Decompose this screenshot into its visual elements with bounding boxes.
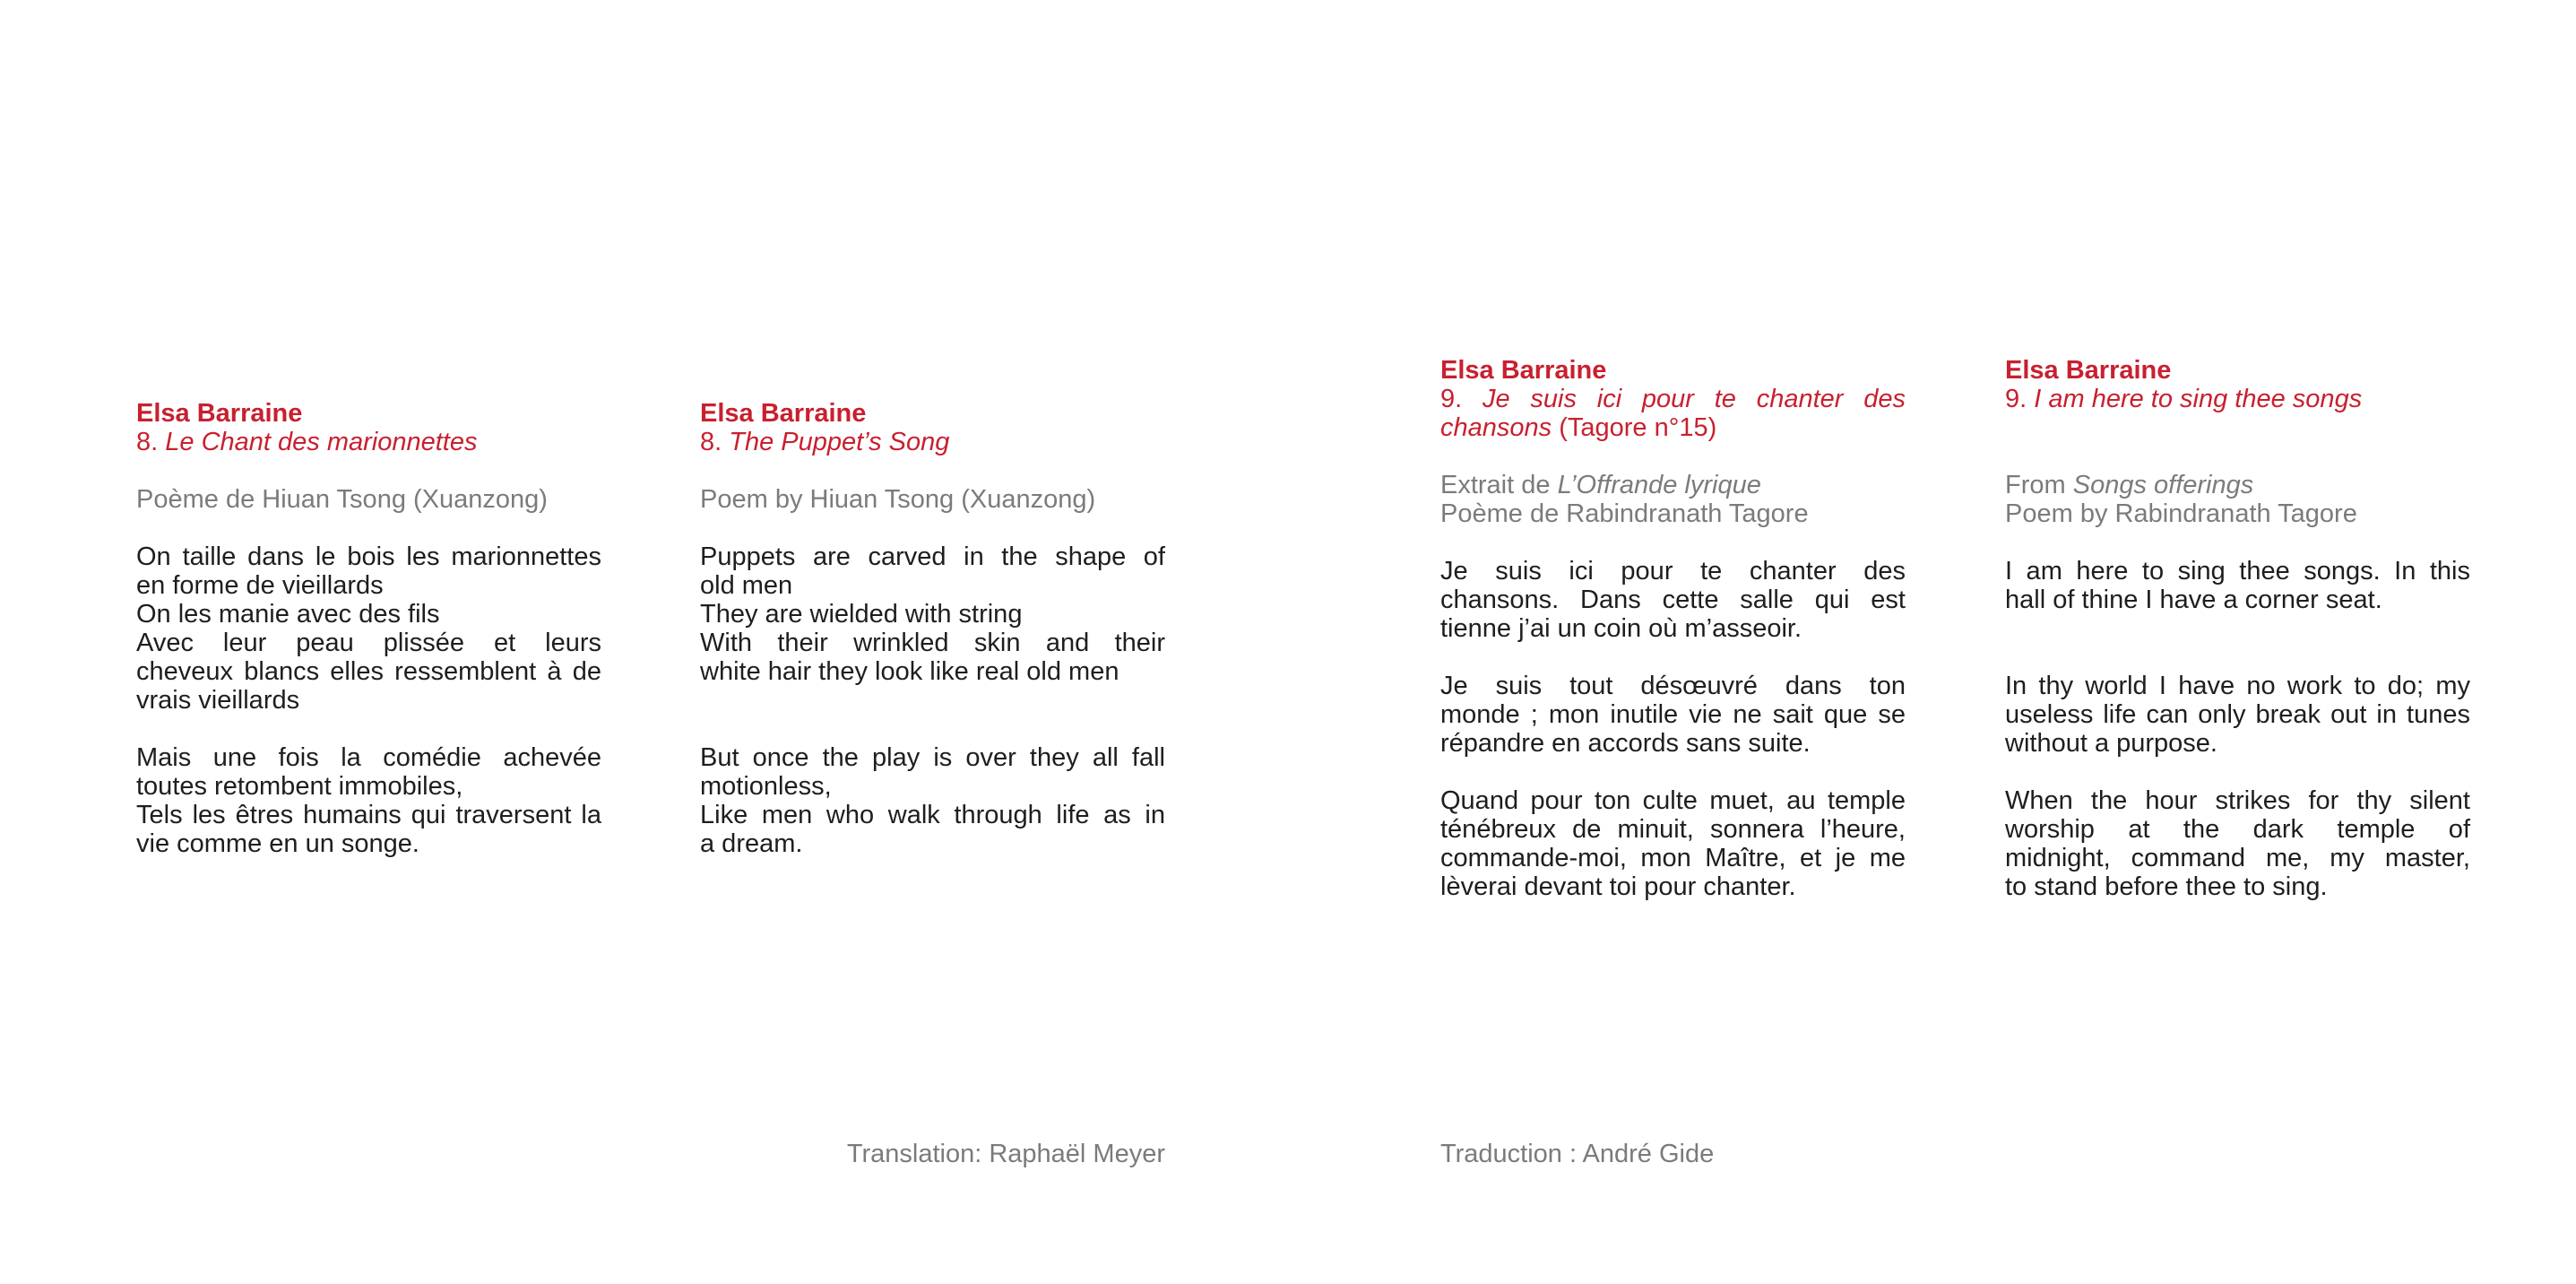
- verse-line: Quand pour ton culte muet, au temple: [1440, 786, 1906, 815]
- poem-column-chant-des-marionnettes: [136, 399, 601, 858]
- verse-line: Tels les êtres humains qui traversent la: [136, 801, 601, 829]
- stanza: [1440, 786, 1906, 901]
- verse-line: midnight, command me, my master,: [2005, 844, 2470, 872]
- song-title-text: Le Chant des marionnettes: [165, 428, 478, 456]
- verse-line: without a purpose.: [2005, 729, 2217, 758]
- verse-line: Like men who walk through life as in: [700, 801, 1165, 829]
- poem-column-je-suis-ici: [1440, 356, 1906, 901]
- song-title-suffix: (Tagore n°15): [1559, 413, 1717, 442]
- poem-credit: [2005, 471, 2470, 528]
- song-title-text: Je suis ici pour te chanter des: [1482, 385, 1906, 413]
- verse-line: Puppets are carved in the shape of: [700, 542, 1165, 571]
- poem-credit: Poem by Hiuan Tsong (Xuanzong): [700, 485, 1096, 514]
- song-title: [700, 428, 1165, 456]
- verse-line: Je suis tout désœuvré dans ton: [1440, 672, 1906, 700]
- verse-line: motionless,: [700, 772, 832, 801]
- verse-line: On les manie avec des fils: [136, 600, 440, 629]
- stanza: [700, 743, 1165, 858]
- source-line: [2005, 471, 2470, 499]
- stanza: [1440, 557, 1906, 643]
- song-number: 8.: [700, 428, 722, 456]
- source-prefix: Extrait de: [1440, 471, 1551, 499]
- song-title-text: I am here to sing thee songs: [2034, 385, 2363, 413]
- verse-line: With their wrinkled skin and their: [700, 629, 1165, 657]
- composer-name: Elsa Barraine: [700, 399, 867, 428]
- poet-line: Poème de Rabindranath Tagore: [1440, 499, 1809, 528]
- verse-line: chansons. Dans cette salle qui est: [1440, 586, 1906, 614]
- poet-line: Poem by Rabindranath Tagore: [2005, 499, 2357, 528]
- song-title-text: chansons: [1440, 413, 1552, 442]
- composer-name: Elsa Barraine: [1440, 356, 1607, 385]
- song-number: 9.: [2005, 385, 2027, 413]
- verse-line: white hair they look like real old men: [700, 657, 1119, 686]
- stanza: [700, 542, 1165, 686]
- verse-line: to stand before thee to sing.: [2005, 872, 2328, 901]
- verse-line: vrais vieillards: [136, 686, 300, 715]
- verse-line: useless life can only break out in tunes: [2005, 700, 2470, 729]
- song-title-line: [1440, 413, 1906, 442]
- verse-line: They are wielded with string: [700, 600, 1023, 629]
- poem-column-i-am-here: [2005, 356, 2470, 901]
- verse-line: commande-moi, mon Maître, et je me: [1440, 844, 1906, 872]
- song-title: [2005, 385, 2470, 413]
- song-title: [136, 428, 601, 456]
- stanza: [136, 542, 601, 715]
- poem-column-puppets-song: [700, 399, 1165, 858]
- verse-line: lèverai devant toi pour chanter.: [1440, 872, 1796, 901]
- stanza: [1440, 672, 1906, 758]
- verse-line: old men: [700, 571, 793, 600]
- verse-line: tienne j’ai un coin où m’asseoir.: [1440, 614, 1802, 643]
- stanza: [2005, 672, 2470, 758]
- verse-line: On taille dans le bois les marionnettes: [136, 542, 601, 571]
- verse-line: Mais une fois la comédie achevée: [136, 743, 601, 772]
- verse-line: When the hour strikes for thy silent: [2005, 786, 2470, 815]
- verse-line: en forme de vieillards: [136, 571, 384, 600]
- verse-line: cheveux blancs elles ressemblent à de: [136, 657, 601, 686]
- composer-name: Elsa Barraine: [136, 399, 303, 428]
- stanza: [2005, 557, 2470, 614]
- stanza: [136, 743, 601, 858]
- source-title: L’Offrande lyrique: [1557, 471, 1761, 499]
- source-prefix: From: [2005, 471, 2066, 499]
- verse-line: vie comme en un songe.: [136, 829, 419, 858]
- translation-credit: Translation: Raphaël Meyer: [846, 1140, 1165, 1168]
- verse-line: In thy world I have no work to do; my: [2005, 672, 2470, 700]
- verse-line: a dream.: [700, 829, 803, 858]
- song-number: 8.: [136, 428, 159, 456]
- verse-line: worship at the dark temple of: [2005, 815, 2470, 844]
- poem-credit: [1440, 471, 1906, 528]
- poem-credit: Poème de Hiuan Tsong (Xuanzong): [136, 485, 548, 514]
- source-line: [1440, 471, 1906, 499]
- source-title: Songs offerings: [2072, 471, 2254, 499]
- verse-line: Je suis ici pour te chanter des: [1440, 557, 1906, 586]
- song-title-text: The Puppet’s Song: [729, 428, 950, 456]
- verse-line: But once the play is over they all fall: [700, 743, 1165, 772]
- verse-line: I am here to sing thee songs. In this: [2005, 557, 2470, 586]
- verse-line: monde ; mon inutile vie ne sait que se: [1440, 700, 1906, 729]
- traduction-credit: Traduction : André Gide: [1440, 1140, 1715, 1168]
- composer-name: Elsa Barraine: [2005, 356, 2172, 385]
- song-title-line: [1440, 385, 1906, 413]
- stanza: [2005, 786, 2470, 901]
- verse-line: Avec leur peau plissée et leurs: [136, 629, 601, 657]
- verse-line: toutes retombent immobiles,: [136, 772, 463, 801]
- verse-line: répandre en accords sans suite.: [1440, 729, 1811, 758]
- verse-line: hall of thine I have a corner seat.: [2005, 586, 2382, 614]
- verse-line: ténébreux de minuit, sonnera l’heure,: [1440, 815, 1906, 844]
- song-number: 9.: [1440, 385, 1463, 413]
